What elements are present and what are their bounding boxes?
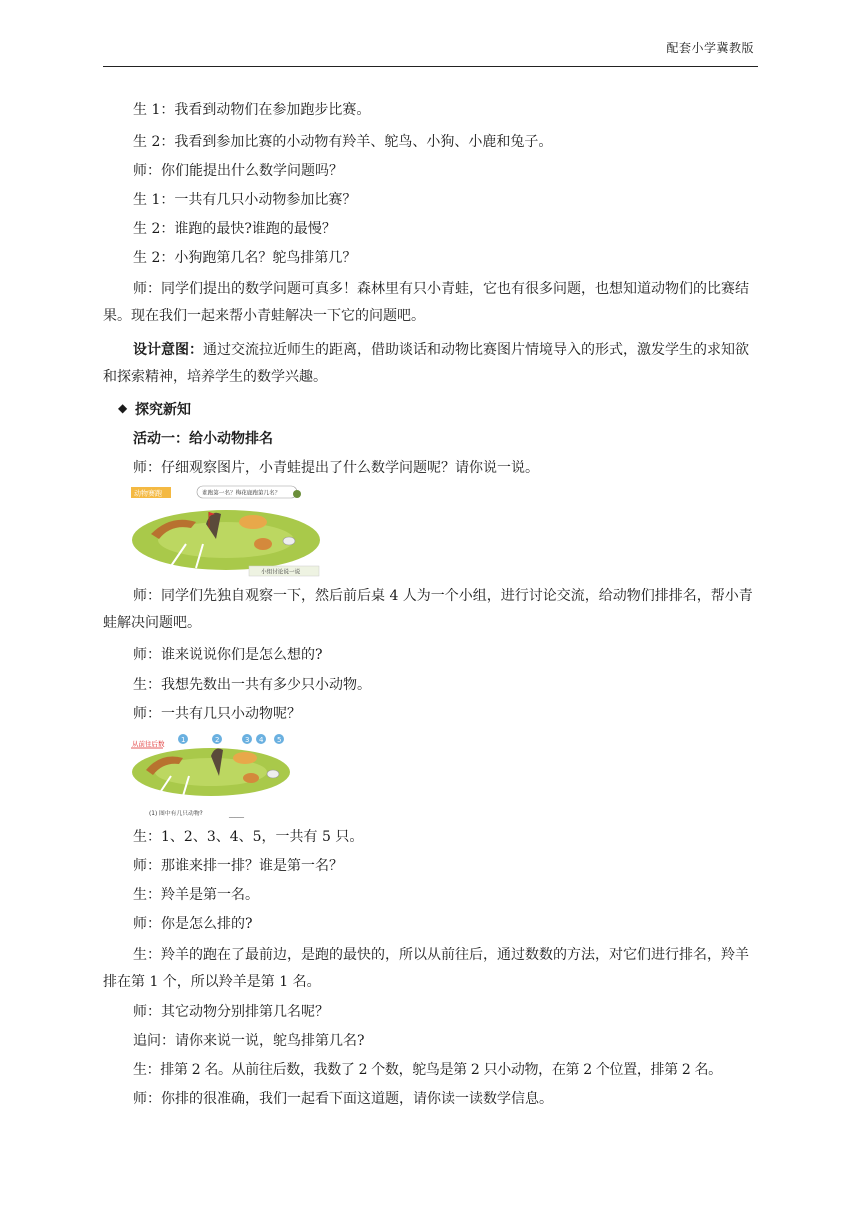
paragraph: 生 2：我看到参加比赛的小动物有羚羊、鸵鸟、小狗、小鹿和兔子。 (133, 134, 553, 150)
figure1-footer: 小组讨论说一说 (261, 569, 301, 576)
number-3: 3 (245, 736, 250, 744)
number-5: 5 (277, 736, 282, 744)
deer-icon (239, 515, 267, 529)
section-title: 探究新知 (135, 402, 191, 418)
paragraph: 生：羚羊的跑在了最前边，是跑的最快的，所以从前往后，通过数数的方法，对它们进行排名，羚羊排在第 1 个，所以羚羊是第 1 名。 (103, 947, 749, 990)
paragraph: 师：仔细观察图片，小青蛙提出了什么数学问题呢？请你说一说。 (133, 460, 539, 476)
paragraph: 师：一共有几只小动物呢？ (133, 706, 301, 722)
paragraph: 生：羚羊是第一名。 (133, 887, 259, 903)
figure-animal-race-2 (131, 730, 291, 820)
figure2-question: (1) 图中有几只动物? (149, 811, 203, 817)
paragraph: 生 1：一共有几只小动物参加比赛？ (133, 192, 357, 208)
paragraph: 生 1：我看到动物们在参加跑步比赛。 (133, 102, 371, 118)
number-4: 4 (259, 736, 264, 744)
deer-icon (233, 752, 257, 764)
design-intent-text: 通过交流拉近师生的距离，借助谈话和动物比赛图片情境导入的形式，激发学生的求知欲和探索精神，培养学生的数学兴趣。 (103, 342, 749, 385)
number-2: 2 (215, 736, 220, 744)
header-text: 配套小学冀教版 (666, 41, 754, 55)
figure1-bubble: 谁跑第一名？梅花鹿跑第几名？ (202, 490, 281, 497)
bullet-diamond-icon: ◆ (118, 401, 128, 415)
activity-title: 活动一：给小动物排名 (133, 431, 273, 447)
rabbit-icon (283, 537, 295, 545)
design-intent-paragraph (103, 337, 758, 391)
frog-icon (293, 490, 301, 498)
rabbit-icon (267, 770, 279, 778)
paragraph: 师：谁来说说你们是怎么想的? (133, 647, 323, 663)
paragraph: 生：排第 2 名。从前往后数，我数了 2 个数，鸵鸟是第 2 只小动物，在第 2 个位置，排第 2 名。 (133, 1062, 722, 1078)
figure-animal-race-1 (131, 484, 321, 578)
dog-icon (243, 773, 259, 783)
paragraph: 师：你们能提出什么数学问题吗？ (133, 163, 343, 179)
figure2-tag: 从前往后数 (132, 740, 165, 748)
paragraph: 生 2：谁跑的最快?谁跑的最慢？ (133, 221, 336, 237)
figure2-blank: _____ (229, 811, 244, 818)
paragraph: 生 2：小狗跑第几名？鸵鸟排第几？ (133, 250, 357, 266)
paragraph: 师：你排的很准确，我们一起看下面这道题，请你读一读数学信息。 (133, 1091, 553, 1107)
paragraph: 师：其它动物分别排第几名呢？ (133, 1004, 329, 1020)
number-1: 1 (181, 736, 186, 744)
paragraph: 师：同学们先独自观察一下，然后前后桌 4 人为一个小组，进行讨论交流，给动物们排排名，帮小青蛙解决问题吧。 (103, 588, 753, 631)
paragraph: 追问：请你来说一说，鸵鸟排第几名? (133, 1033, 365, 1049)
paragraph: 师：你是怎么排的? (133, 916, 253, 932)
figure1-tag: 动物赛跑 (134, 489, 162, 498)
paragraph: 师：那谁来排一排？谁是第一名？ (133, 858, 343, 874)
dog-icon (254, 538, 272, 550)
paragraph: 师：同学们提出的数学问题可真多！森林里有只小青蛙，它也有很多问题，也想知道动物们的比赛结果。现在我们一起来帮小青蛙解决一下它的问题吧。 (103, 281, 749, 324)
design-intent-label: 设计意图： (133, 342, 203, 358)
paragraph: 生：1、2、3、4、5，一共有 5 只。 (133, 829, 364, 845)
paragraph: 生：我想先数出一共有多少只小动物。 (133, 677, 371, 693)
page-header (103, 30, 758, 67)
